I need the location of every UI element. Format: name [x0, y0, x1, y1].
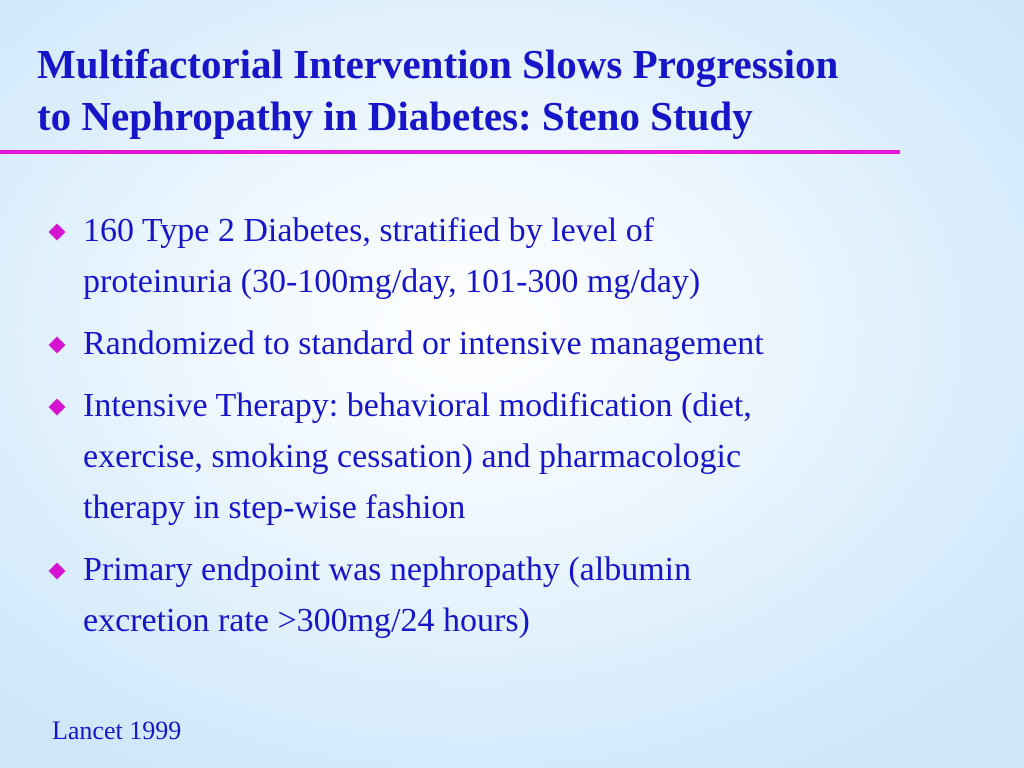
slide-title	[37, 38, 997, 142]
bullet-list	[48, 205, 978, 657]
bullet-item-3-line-2: exercise, smoking cessation) and pharmacologic	[83, 438, 742, 475]
bullet-item-2-line-1: Randomized to standard or intensive management	[83, 325, 764, 362]
bullet-item-4-line-1: Primary endpoint was nephropathy (albumin	[83, 551, 692, 588]
bullet-item-1-line-2: proteinuria (30-100mg/day, 101-300 mg/day)	[83, 263, 701, 300]
bullet-item-2-text	[83, 318, 978, 369]
bullet-item-1-line-1: 160 Type 2 Diabetes, stratified by level of	[83, 212, 655, 249]
citation: Lancet 1999	[52, 716, 182, 745]
diamond-bullet-icon	[49, 399, 66, 416]
bullet-item-3-text	[83, 380, 978, 533]
bullet-item-3-line-1: Intensive Therapy: behavioral modification (diet,	[83, 387, 752, 424]
bullet-item-3	[48, 380, 978, 533]
diamond-bullet-icon	[49, 563, 66, 580]
slide-title-line-1: Multifactorial Intervention Slows Progression	[37, 41, 839, 87]
diamond-bullet-icon	[49, 224, 66, 241]
bullet-item-2	[48, 318, 978, 369]
bullet-item-1-text	[83, 205, 978, 307]
bullet-item-1	[48, 205, 978, 307]
bullet-item-4-line-2: excretion rate >300mg/24 hours)	[83, 602, 530, 639]
bullet-item-4-text	[83, 544, 978, 646]
slide-title-line-2: to Nephropathy in Diabetes: Steno Study	[37, 93, 753, 139]
bullet-item-4	[48, 544, 978, 646]
bullet-item-3-line-3: therapy in step-wise fashion	[83, 489, 466, 526]
diamond-bullet-icon	[49, 337, 66, 354]
title-underline	[0, 150, 900, 154]
